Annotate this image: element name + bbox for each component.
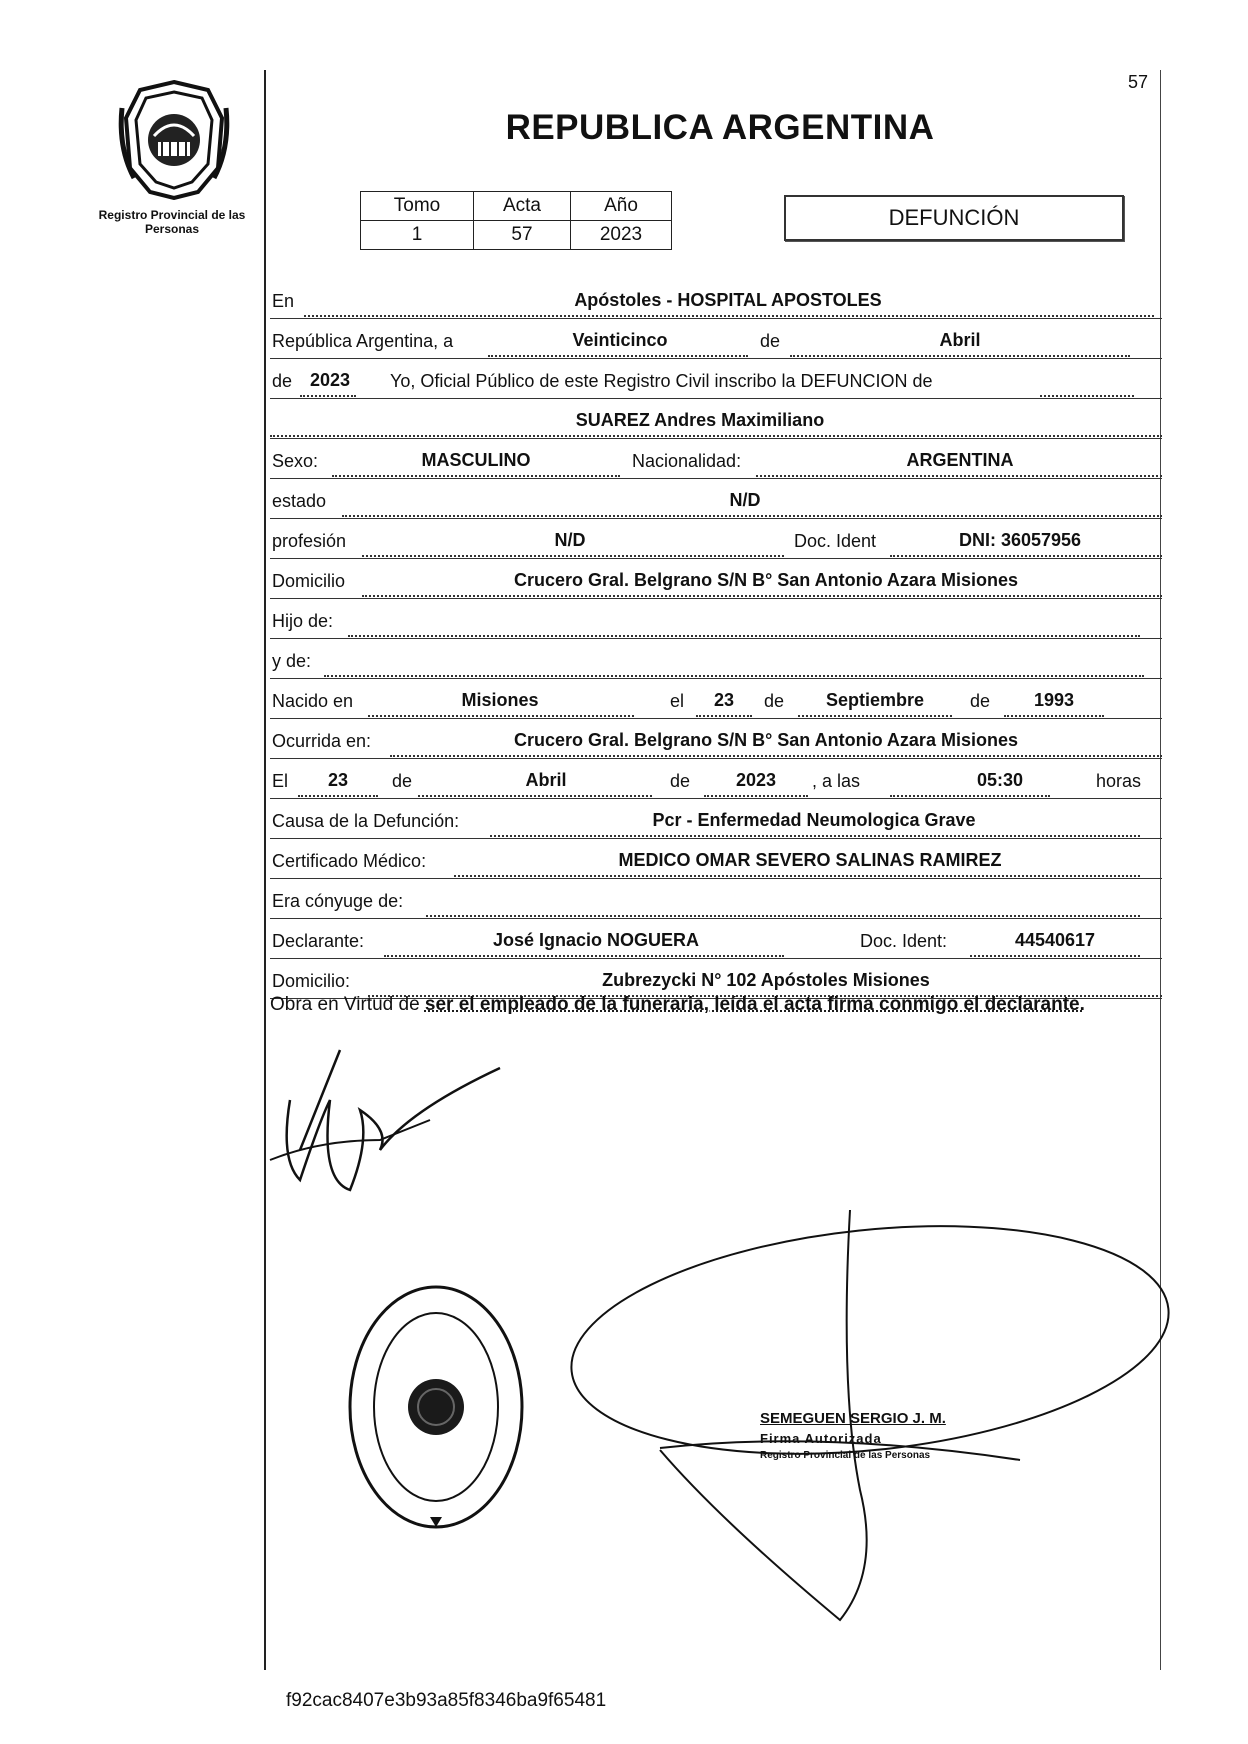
record-type-box: DEFUNCIÓN [784, 195, 1124, 241]
estado-label: estado [272, 491, 327, 511]
dots [342, 515, 1162, 517]
a-las-label: , a las [812, 771, 861, 791]
de-label: de [272, 371, 293, 391]
dots [324, 675, 1144, 677]
nacionalidad-label: Nacionalidad: [632, 451, 742, 471]
defuncion-anio-value: 2023 [735, 770, 777, 790]
defuncion-dia-value: 23 [327, 770, 349, 790]
lugar-value: Apóstoles - HOSPITAL APOSTOLES [574, 290, 882, 310]
dots [756, 475, 1162, 477]
page-number: 57 [1128, 72, 1149, 92]
domicilio-declarante-value: Zubrezycki N° 102 Apóstoles Misiones [602, 970, 930, 990]
dots [890, 555, 1162, 557]
y-de-label: y de: [272, 651, 312, 671]
el-label: el [670, 691, 685, 711]
row-nombre [270, 404, 1162, 439]
row-nacimiento [270, 684, 1162, 719]
causa-label: Causa de la Defunción: [272, 811, 460, 831]
dots [426, 915, 1140, 917]
anio-label: Año [571, 192, 672, 221]
row-causa [270, 804, 1162, 839]
oficial-signature-block [760, 1410, 946, 1461]
dots [362, 555, 784, 557]
oficial-office: Registro Provincial de las Personas [760, 1450, 931, 1461]
acta-label: Acta [474, 192, 571, 221]
dots [348, 635, 1140, 637]
nacido-dia-value: 23 [713, 690, 735, 710]
dots [1004, 715, 1104, 717]
nacido-mes-value: Septiembre [825, 690, 925, 710]
dots [332, 475, 620, 477]
obra-value: ser el empleado de la funeraria, leída el acta firma conmigo el declarante. [424, 994, 1085, 1015]
causa-value: Pcr - Enfermedad Neumologica Grave [652, 810, 976, 830]
row-lugar [270, 284, 1162, 319]
row-ocurrida [270, 724, 1162, 759]
nacido-lugar-value: Misiones [461, 690, 539, 710]
domicilio-declarante-label: Domicilio: [272, 971, 351, 991]
nacionalidad-value: ARGENTINA [906, 450, 1014, 470]
logo-caption: Registro Provincial de las Personas [98, 208, 246, 236]
de-label: de [760, 331, 781, 351]
declarante-value: José Ignacio NOGUERA [492, 930, 700, 950]
sexo-label: Sexo: [272, 451, 319, 471]
certificado-value: MEDICO OMAR SEVERO SALINAS RAMIREZ [618, 850, 1002, 870]
row-anio-oficial [270, 364, 1162, 399]
anio-value: 2023 [571, 221, 672, 250]
declarante-doc-label: Doc. Ident: [860, 931, 948, 951]
oficial-text: Yo, Oficial Público de este Registro Civil inscribo la DEFUNCION de [390, 371, 933, 391]
doc-ident-value: DNI: 36057956 [958, 530, 1082, 550]
document-hash: f92cac8407e3b93a85f8346ba9f65481 [286, 1690, 607, 1711]
nacido-anio-value: 1993 [1033, 690, 1075, 710]
row-profesion-documento [270, 524, 1162, 559]
provincia-misiones-seal-icon [118, 78, 230, 200]
dots [362, 595, 1162, 597]
dots [890, 795, 1050, 797]
defuncion-mes-value: Abril [525, 770, 567, 790]
dots [418, 795, 652, 797]
row-declarante [270, 924, 1162, 959]
hijo-de-label: Hijo de: [272, 611, 334, 631]
row-fecha-inscripcion [270, 324, 1162, 359]
dots [454, 875, 1140, 877]
row-y-de [270, 644, 1162, 679]
row-domicilio [270, 564, 1162, 599]
dots [304, 315, 1154, 317]
horas-label: horas [1096, 771, 1142, 791]
conyuge-label: Era cónyuge de: [272, 891, 404, 911]
dots [798, 715, 952, 717]
dots [270, 435, 1162, 437]
de-label: de [970, 691, 991, 711]
de-label: de [392, 771, 413, 791]
ocurrida-value: Crucero Gral. Belgrano S/N B° San Antonio Azara Misiones [514, 730, 1018, 750]
acta-value: 57 [474, 221, 571, 250]
dots [390, 755, 1162, 757]
dots [384, 955, 784, 957]
left-margin-line [264, 70, 266, 1670]
nombre-value: SUAREZ Andres Maximiliano [575, 410, 825, 430]
dots [300, 395, 356, 397]
dots [368, 715, 634, 717]
certificado-label: Certificado Médico: [272, 851, 427, 871]
dots [1040, 395, 1134, 397]
nacido-en-label: Nacido en [272, 691, 354, 711]
estado-value: N/D [729, 490, 761, 510]
row-hijo-de [270, 604, 1162, 639]
declarante-signature-icon [260, 1040, 510, 1210]
dots [704, 795, 808, 797]
dots [490, 835, 1140, 837]
dots [298, 795, 378, 797]
anio-inscripcion-value: 2023 [309, 370, 351, 390]
row-fecha-defuncion [270, 764, 1162, 799]
el-label: El [272, 771, 289, 791]
declarante-doc-value: 44540617 [1014, 930, 1096, 950]
mes-inscripcion-value: Abril [939, 330, 981, 350]
tomo-value: 1 [361, 221, 474, 250]
delegacion-stamp-icon [346, 1282, 526, 1532]
en-label: En [272, 291, 295, 311]
row-certificado [270, 844, 1162, 879]
tomo-label: Tomo [361, 192, 474, 221]
sexo-value: MASCULINO [421, 450, 531, 470]
hora-value: 05:30 [976, 770, 1024, 790]
dots [488, 355, 748, 357]
obra-prefix: Obra en Virtud de [270, 994, 420, 1015]
document-title: REPUBLICA ARGENTINA [505, 108, 935, 147]
ocurrida-label: Ocurrida en: [272, 731, 372, 751]
dots [790, 355, 1130, 357]
row-conyuge [270, 884, 1162, 919]
de-label: de [670, 771, 691, 791]
tomo-acta-anio-table [360, 191, 672, 250]
dots [970, 955, 1140, 957]
dots [696, 715, 752, 717]
profesion-label: profesión [272, 531, 347, 551]
de-label: de [764, 691, 785, 711]
obra-en-virtud [270, 992, 1162, 1017]
domicilio-label: Domicilio [272, 571, 346, 591]
profesion-value: N/D [554, 530, 586, 550]
oficial-name: SEMEGUEN SERGIO J. M. [760, 1410, 946, 1427]
domicilio-value: Crucero Gral. Belgrano S/N B° San Antonio Azara Misiones [514, 570, 1018, 590]
oficial-role: Firma Autorizada [760, 1431, 882, 1446]
republica-label: República Argentina, a [272, 331, 454, 351]
row-estado [270, 484, 1162, 519]
doc-ident-label: Doc. Ident [794, 531, 877, 551]
dia-inscripcion-value: Veinticinco [572, 330, 668, 350]
row-sexo-nacionalidad [270, 444, 1162, 479]
declarante-label: Declarante: [272, 931, 365, 951]
